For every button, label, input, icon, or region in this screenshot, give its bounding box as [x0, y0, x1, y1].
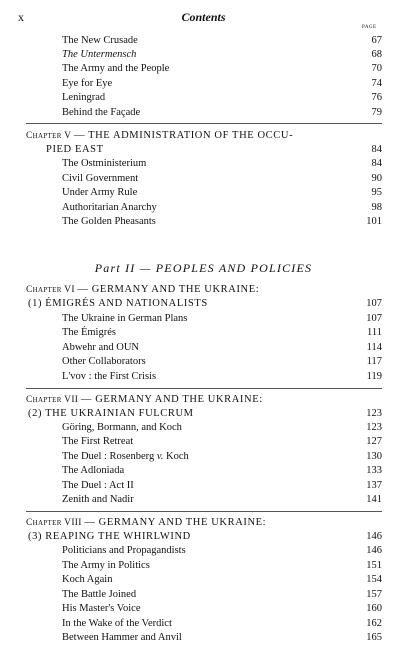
toc-entry[interactable]: [62, 62, 382, 76]
toc-entry-page: 157: [366, 589, 382, 600]
toc-entry-page: 70: [371, 63, 382, 74]
chapter-page: 107: [366, 298, 382, 309]
toc-entry[interactable]: [62, 355, 382, 369]
toc-entry[interactable]: [62, 215, 382, 229]
toc-entry-page: 141: [366, 494, 382, 505]
chapter-label: Chapter V: [26, 131, 72, 141]
toc-entry-page: 146: [366, 545, 382, 556]
toc-entry[interactable]: [62, 435, 382, 449]
toc-entry-title-italic: Untermensch: [80, 49, 137, 60]
toc-entry-page: 98: [371, 202, 382, 213]
toc-entry[interactable]: [62, 312, 382, 326]
page-number: x: [18, 10, 24, 24]
chapter-heading-5[interactable]: [26, 129, 382, 157]
toc-entry-title: His Master's Voice: [62, 603, 141, 614]
toc-entry-page: 151: [366, 560, 382, 571]
toc-entry-title: The Army in Politics: [62, 560, 150, 571]
toc-entry-title: Civil Government: [62, 173, 139, 184]
toc-entry[interactable]: [62, 450, 382, 464]
toc-entry-title: Under Army Rule: [62, 187, 138, 198]
toc-entry-title: Between Hammer and Anvil: [62, 632, 182, 643]
toc-entry-page: 67: [371, 35, 382, 46]
toc-entry[interactable]: [62, 157, 382, 171]
toc-entry-title: Behind the Façade: [62, 107, 141, 118]
toc-entry-page: 111: [367, 327, 382, 338]
toc-entry-page: 162: [366, 618, 382, 629]
toc-entry-title: The Golden Pheasants: [62, 216, 156, 227]
toc-entry[interactable]: [62, 106, 382, 120]
toc-entry[interactable]: [62, 201, 382, 215]
toc-entry-page: 90: [371, 173, 382, 184]
toc-entry-title: The New Crusade: [62, 35, 138, 46]
chapter-heading-8[interactable]: [26, 516, 382, 544]
chapter-title: — GERMANY AND THE UKRAINE:: [84, 517, 267, 528]
toc-entry-title: The First Retreat: [62, 436, 134, 447]
chapter-label: Chapter VI: [26, 285, 75, 295]
toc-entry[interactable]: [62, 421, 382, 435]
chapter-label: Chapter VII: [26, 395, 79, 405]
toc-entry-title: The Duel : Rosenberg v. Koch: [62, 451, 189, 462]
toc-entry[interactable]: [62, 573, 382, 587]
running-header-title: Contents: [181, 10, 226, 24]
chapter-title-continued: PIED EAST: [46, 144, 104, 155]
toc-entry[interactable]: [62, 493, 382, 507]
toc-entry-title: Abwehr and OUN: [62, 342, 139, 353]
toc-entry[interactable]: [62, 77, 382, 91]
chapter-title: — GERMANY AND THE UKRAINE:: [80, 394, 263, 405]
toc-entry-page: 133: [366, 465, 382, 476]
toc-entry[interactable]: [62, 48, 382, 62]
chapter-heading-7[interactable]: [26, 393, 382, 421]
chapter-title-continued: (3) REAPING THE WHIRLWIND: [28, 531, 191, 542]
toc-entry-title: Eye for Eye: [62, 78, 113, 89]
chapter-page: 123: [366, 408, 382, 419]
toc-entry[interactable]: [62, 617, 382, 631]
chapter-page: 84: [371, 144, 382, 155]
toc-entry-title: The Ostministerium: [62, 158, 147, 169]
section-divider: [26, 123, 382, 124]
toc-entry-page: 119: [366, 371, 382, 382]
toc-entry-title: Leningrad: [62, 92, 106, 103]
toc-entry-title: The Battle Joined: [62, 589, 137, 600]
toc-entry-title: The Army and the People: [62, 63, 170, 74]
chapter-title: — GERMANY AND THE UKRAINE:: [77, 284, 260, 295]
toc-entry[interactable]: [62, 559, 382, 573]
chapter-title-continued: (2) THE UKRAINIAN FULCRUM: [28, 408, 194, 419]
toc-entry-page: 76: [371, 92, 382, 103]
toc-entry-title: In the Wake of the Verdict: [62, 618, 172, 629]
chapter-heading-6[interactable]: [26, 283, 382, 311]
toc-entry-page: 101: [366, 216, 382, 227]
toc-entry-title: Other Collaborators: [62, 356, 146, 367]
toc-entry-page: 154: [366, 574, 382, 585]
toc-entry-title: Authoritarian Anarchy: [62, 202, 157, 213]
toc-entry-title: Zenith and Nadir: [62, 494, 134, 505]
toc-entry-page: 123: [366, 422, 382, 433]
toc-entry-title: The Adloniada: [62, 465, 125, 476]
toc-entry-page: 95: [371, 187, 382, 198]
toc-entry-title: Göring, Bormann, and Koch: [62, 422, 182, 433]
toc-entry-page: 127: [366, 436, 382, 447]
toc-entry[interactable]: [62, 91, 382, 105]
toc-entry[interactable]: [62, 34, 382, 48]
toc-entry[interactable]: [62, 341, 382, 355]
toc-entry-page: 79: [371, 107, 382, 118]
chapter-title-continued: (1) ÉMIGRÉS AND NATIONALISTS: [28, 298, 208, 309]
toc-entry-page: 107: [366, 313, 382, 324]
toc-entry[interactable]: [62, 544, 382, 558]
toc-entry[interactable]: [62, 464, 382, 478]
toc-entry[interactable]: [62, 172, 382, 186]
part-heading[interactable]: Part II — PEOPLES AND POLICIES: [94, 261, 313, 275]
toc-entry[interactable]: [62, 602, 382, 616]
toc-entry-page: 117: [366, 356, 382, 367]
toc-entry-title: The Untermensch: [62, 49, 137, 60]
toc-entry-page: 84: [371, 158, 382, 169]
toc-entry-title: Politicians and Propagandists: [62, 545, 186, 556]
toc-entry[interactable]: [62, 186, 382, 200]
page-column-label: PAGE: [362, 25, 377, 30]
toc-entry-page: 137: [366, 480, 382, 491]
chapter-title: — THE ADMINISTRATION OF THE OCCU-: [73, 130, 294, 141]
toc-entry-title: The Duel : Act II: [62, 480, 134, 491]
toc-entry[interactable]: [62, 631, 382, 645]
toc-entry-page: 74: [371, 78, 382, 89]
toc-entry[interactable]: [62, 588, 382, 602]
toc-entry-title: Koch Again: [62, 574, 113, 585]
section-divider: [26, 511, 382, 512]
toc-entry[interactable]: [62, 479, 382, 493]
toc-entry-page: 68: [371, 49, 382, 60]
chapter-page: 146: [366, 531, 382, 542]
toc-entry[interactable]: [62, 326, 382, 340]
chapter-label: Chapter VIII: [26, 518, 82, 528]
toc-entry-title: The Ukraine in German Plans: [62, 313, 188, 324]
toc-entry-page: 114: [366, 342, 382, 353]
toc-entry[interactable]: [62, 370, 382, 384]
toc-entry-title: L'vov : the First Crisis: [62, 371, 157, 382]
toc-entry-title: The Émigrés: [62, 327, 116, 338]
toc-entry-page: 160: [366, 603, 382, 614]
toc-entry-page: 165: [366, 632, 382, 643]
toc-entry-page: 130: [366, 451, 382, 462]
section-divider: [26, 388, 382, 389]
versus-abbreviation: v.: [156, 451, 164, 462]
